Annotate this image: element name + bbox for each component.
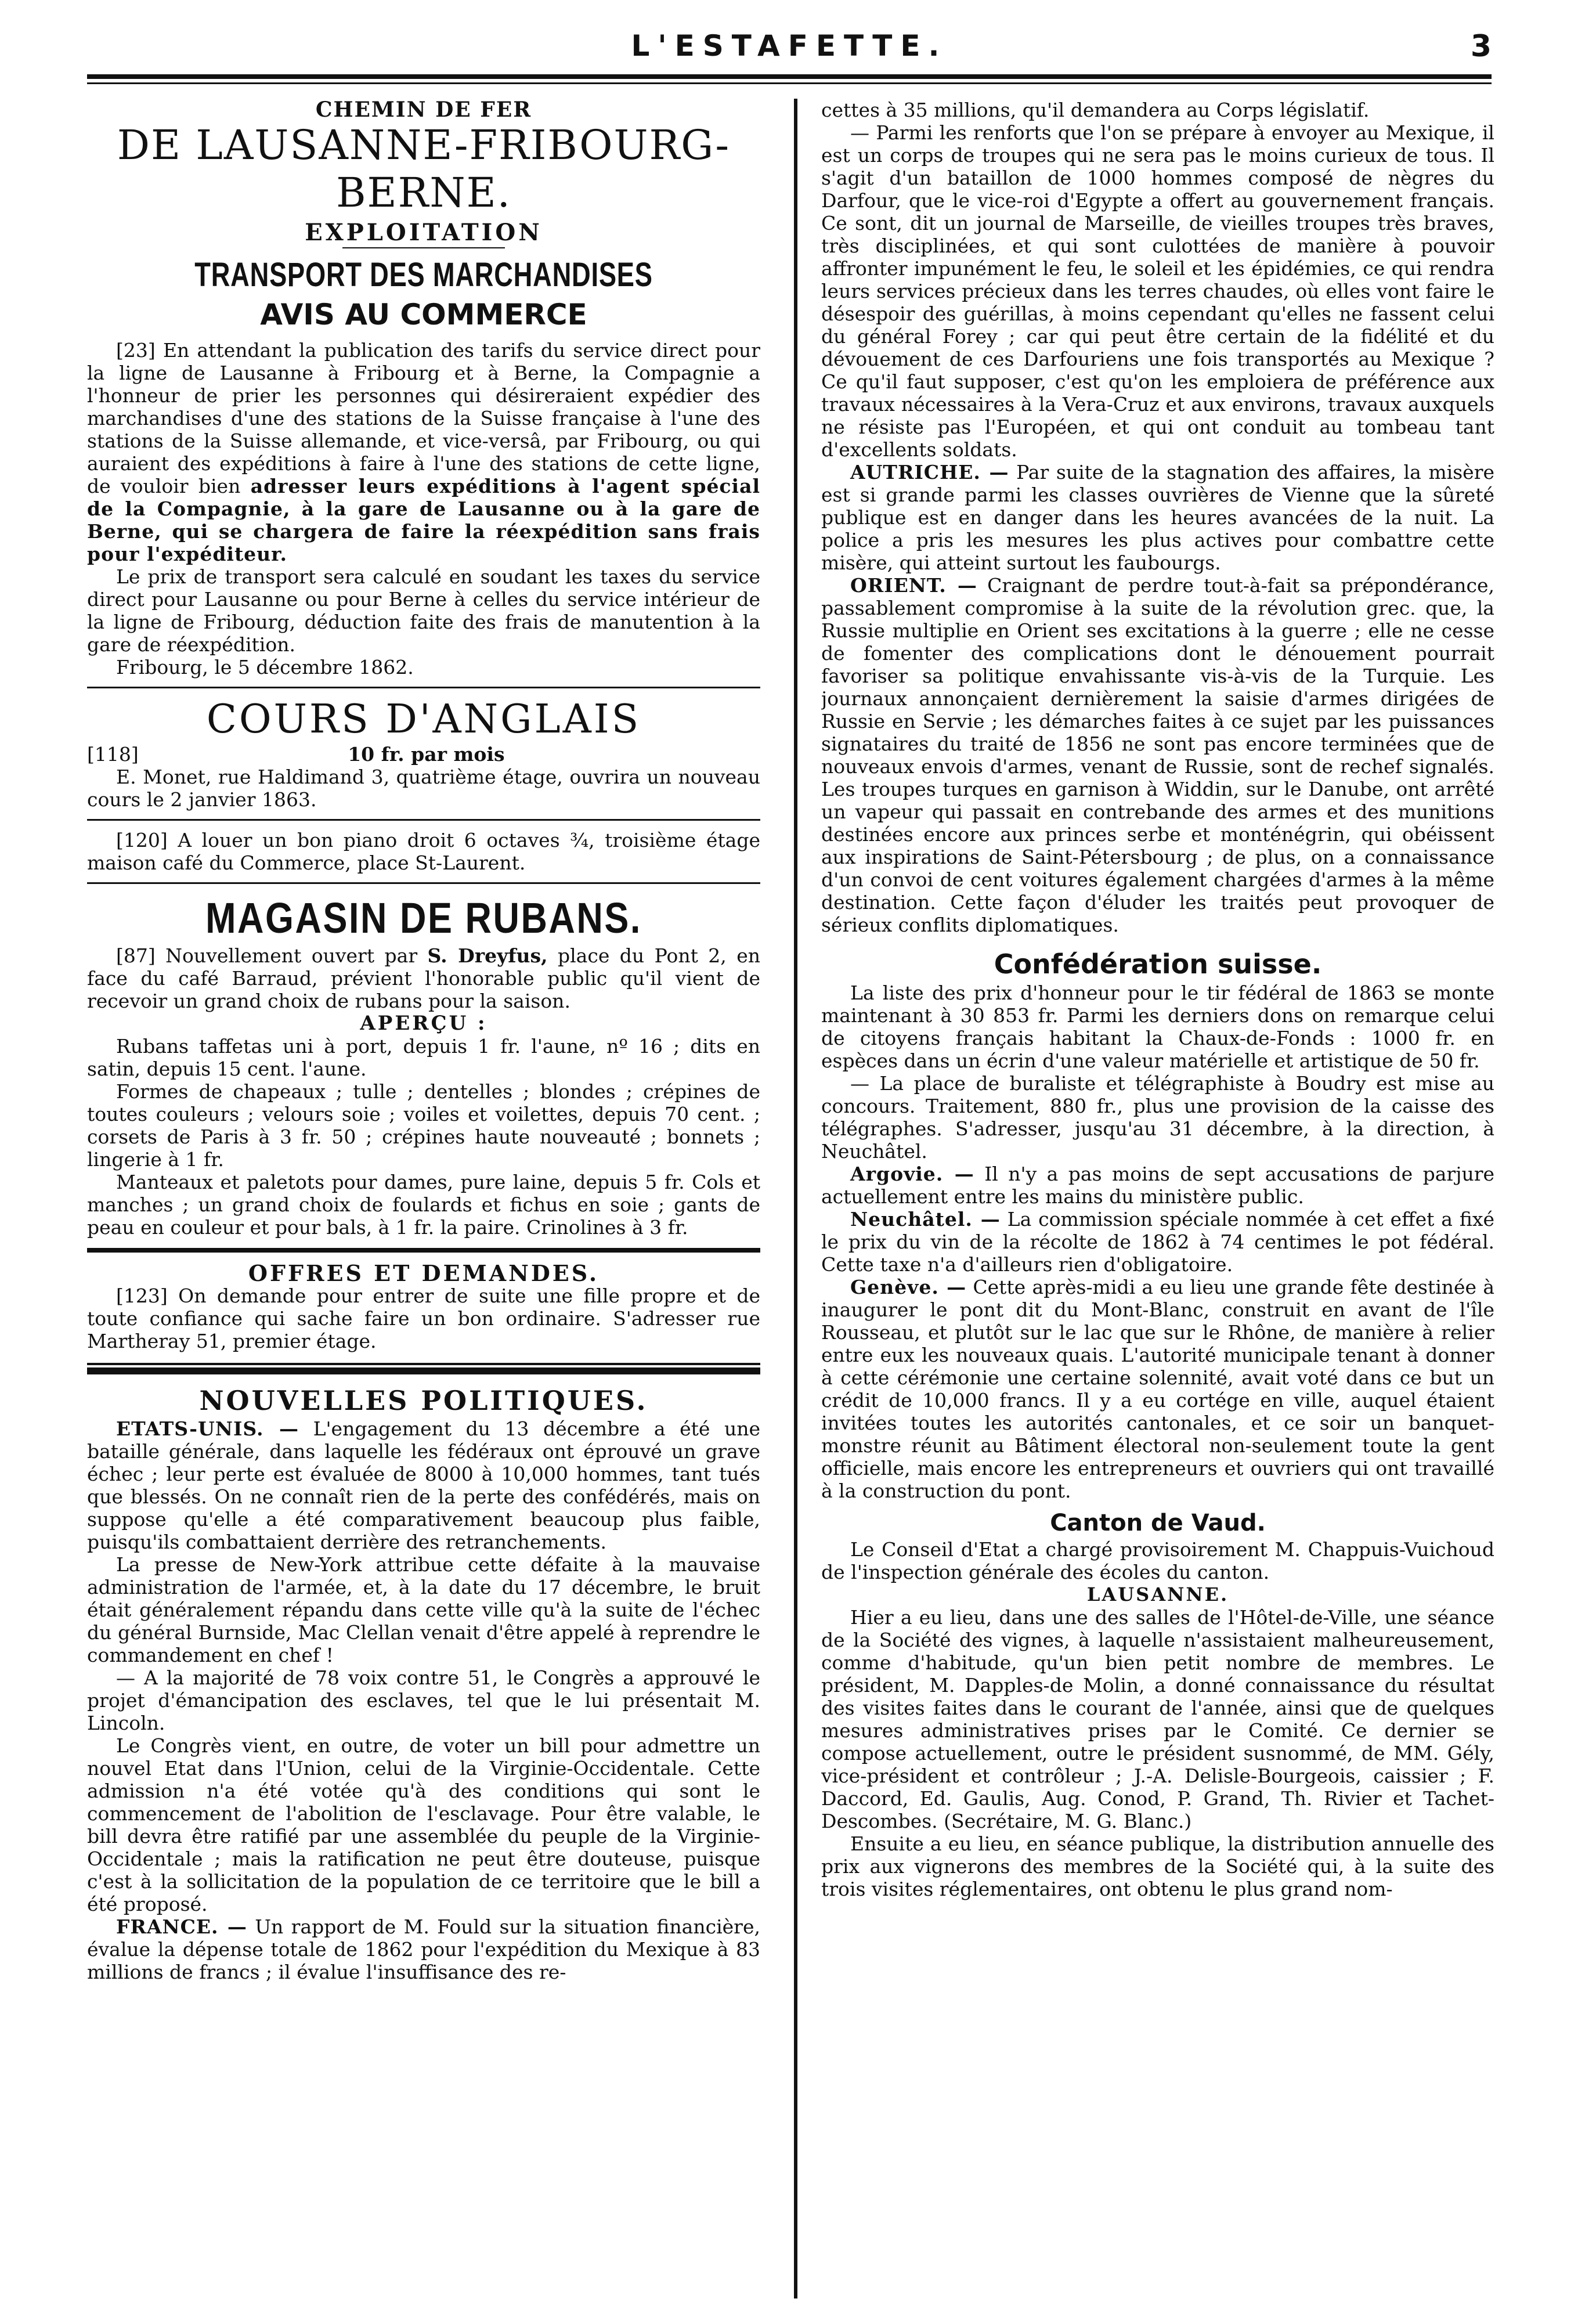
nouvelles-title: NOUVELLES POLITIQUES. — [199, 1385, 648, 1416]
divider — [87, 687, 760, 688]
vaud-title: Canton de Vaud. — [1050, 1510, 1266, 1536]
cours-title: COURS D'ANGLAIS — [206, 697, 641, 742]
argovie-label: Argovie. — — [850, 1163, 974, 1185]
confederation-p2: — La place de buraliste et télégraphiste à Boudry est mise au concours. Traitement, 880 fr., plus une provision de la caisse des télégraphes. S'adresser, jusqu'au 31 décembre, à la direction, à Neuchâtel. — [821, 1072, 1494, 1163]
right-column — [821, 99, 1494, 2298]
page-number: 3 — [1470, 29, 1492, 64]
geneve-paragraph — [821, 1276, 1494, 1502]
rail-heading-4: TRANSPORT DES MARCHANDISES — [194, 256, 653, 294]
rail-notice-main: [23] En attendant la publication des tarifs du service direct pour la ligne de Lausanne à Fribourg et à Berne, la Compagnie a l'honneur de prier les personnes qui désireraient expédier des marchandises d'une des stations de la Suisse française à l'une des stations de la Suisse allemande, et vice-versâ, par Fribourg, ou qui auraient des expéditions à faire à l'une des stations de cette ligne, de vouloir bien — [87, 339, 760, 497]
rail-notice-date: Fribourg, le 5 décembre 1862. — [116, 656, 414, 679]
lausanne-title: LAUSANNE. — [1086, 1583, 1229, 1605]
divider — [87, 882, 760, 884]
column-divider — [794, 99, 797, 2298]
rail-rule — [342, 247, 505, 248]
france-p2: cettes à 35 millions, qu'il demandera au Corps législatif. — [821, 99, 1370, 121]
orient-text: Craignant de perdre tout-à-fait sa prépondérance, passablement compromise à la suite de la révolution grec. que, la Russie multiplie en Orient ses excitations à la guerre ; elle ne cesse de fomenter des complications dont le dénouement pourrait favoriser sa politique envahissante vis-à-vis de la Turquie. Les journaux annonçaient dernièrement la saisie d'armes dirigées de Russie en Servie ; les démarches faites à ce sujet par les puissances signataires du traité de 1856 ne sont pas encore terminées que de nouveaux envois d'armes, venant de Russie, sont de rechef signalés. Les troupes turques en garnison à Widdin, sur le Danube, ont arrêté un vapeur qui passait en contrebande des armes et des munitions destinées encore aux princes serbe et monténégrin, qui obéissent aux inspirations de Saint-Pétersbourg ; de plus, on a connaissance d'un convoi de cent voitures également chargées d'armes à la même destination. Cette façon d'éluder les traités peut provoquer de sérieux conflits diplomatiques. — [821, 574, 1494, 936]
geneve-text: Cette après-midi a eu lieu une grande fête destinée à inaugurer le pont dit du Mont-Blanc, construit en avant de l'île Rousseau, et plutôt sur le lac que sur le Rhône, de manière à relier entre eux les nouveaux quais. L'autorité municipale tenant à donner à cette cérémonie une certaine solennité, avait voté dans ce but un crédit de 10,000 francs. Il y a eu cortége en ville, auquel étaient invitées toutes les autorités cantonales, et ce soir un banquet-monstre réunit au Bâtiment électoral non-seulement toute la gent officielle, mais encore les entrepreneurs et ouvriers qui ont travaillé à la construction du pont. — [821, 1276, 1494, 1502]
rail-heading-5: AVIS AU COMMERCE — [260, 298, 587, 331]
confederation-title: Confédération suisse. — [994, 948, 1322, 980]
rail-heading-2: DE LAUSANNE-FRIBOURG-BERNE. — [117, 121, 731, 216]
magasin-title: MAGASIN DE RUBANS. — [205, 894, 642, 942]
etats-unis-p3: — A la majorité de 78 voix contre 51, le Congrès a approuvé le projet d'émancipation des esclaves, tel que le lui présentait M. Lincoln. — [87, 1666, 760, 1734]
double-rule-top — [87, 1363, 760, 1365]
neuchatel-paragraph — [821, 1208, 1494, 1276]
lausanne-p2: Ensuite a eu lieu, en séance publique, la distribution annuelle des prix aux vignerons des membres de la Société qui, à la suite des trois visites réglementaires, ont obtenu le plus grand nom- — [821, 1832, 1494, 1900]
header-rule-thin — [87, 82, 1492, 84]
rail-notice-price: Le prix de transport sera calculé en soudant les taxes du service direct pour Lausanne ou pour Berne à celles du service intérieur de la ligne de Fribourg, déduction faite des frais de manutention à la gare de réexpédition. — [87, 565, 760, 656]
magasin-intro-b: place du Pont 2, en face du café Barraud, prévient l'honorable public qu'il vient de recevoir un grand choix de rubans pour la saison. — [87, 944, 760, 1012]
cours-price-row — [87, 743, 760, 766]
autriche-text: Par suite de la stagnation des affaires, la misère est si grande parmi les classes ouvrières de Vienne que la sûreté publique est en danger dans les heures avancées de la nuit. La police a pris les mesures les plus actives pour combattre cette misère, qui atteint surtout les faubourgs. — [821, 461, 1494, 574]
rail-notice-bold: adresser leurs expéditions à l'agent spécial de la Compagnie, à la gare de Lausanne ou à la gare de Berne, qui se chargera de faire la réexpédition sans frais pour l'expéditeur. — [87, 475, 760, 565]
double-rule-bottom — [87, 1367, 760, 1374]
magasin-owner: S. Dreyfus, — [427, 944, 548, 967]
france-p1 — [87, 1915, 760, 1983]
autriche-label: AUTRICHE. — — [850, 461, 1009, 483]
confederation-p1: La liste des prix d'honneur pour le tir fédéral de 1863 se monte maintenant à 30 853 fr. Parmi les derniers dons on remarque celui de citoyens français habitant la Chaux-de-Fonds : 1000 fr. en espèces dans un écrin d'une valeur matérielle et artistique de 50 fr. — [821, 982, 1494, 1072]
rail-notice-text — [87, 339, 760, 565]
magasin-intro — [87, 944, 760, 1012]
etats-unis-p2: La presse de New-York attribue cette défaite à la mauvaise administration de l'armée, et, à la date du 17 décembre, le bruit était généralement répandu dans cette ville qu'à la suite de l'échec du général Burnside, Mac Clellan venait d'être appelé à reprendre le commandement en chef ! — [87, 1553, 760, 1666]
magasin-formes: Formes de chapeaux ; tulle ; dentelles ; blondes ; crépines de toutes couleurs ; velours soie ; voiles et voilettes, depuis 70 cent. ; corsets de Paris à 3 fr. 50 ; crépines haute nouveauté ; bonnets ; lingerie à 1 fr. — [87, 1080, 760, 1171]
autriche-paragraph — [821, 461, 1494, 574]
france-text: Un rapport de M. Fould sur la situation financière, évalue la dépense totale de 1862 pour l'expédition du Mexique à 83 millions de francs ; il évalue l'insuffisance des re- — [87, 1915, 760, 1983]
thick-divider — [87, 1248, 760, 1253]
piano-ad: [120] A louer un bon piano droit 6 octaves ¾, troisième étage maison café du Commerce, place St-Laurent. — [87, 829, 760, 874]
magasin-rubans: Rubans taffetas uni à port, depuis 1 fr. l'aune, nº 16 ; dits en satin, depuis 15 cent. l'aune. — [87, 1035, 760, 1080]
orient-paragraph — [821, 574, 1494, 936]
etats-unis-p4: Le Congrès vient, en outre, de voter un bill pour admettre un nouvel Etat dans l'Union, celui de la Virginie-Occidentale. Cette admission n'a été votée qu'à des conditions qui sont le commencement de l'abolition de l'esclavage. Pour être valable, le bill devra être ratifié par une assemblée du peuple de la Virginie-Occidentale ; mais la ratification ne peut être douteuse, puisque c'est à la sollicitation de la population de ce territoire que le bill a été proposé. — [87, 1734, 760, 1915]
geneve-label: Genève. — — [850, 1276, 967, 1298]
magasin-apercu-heading: APERÇU : — [360, 1012, 488, 1035]
vaud-p1: Le Conseil d'Etat a chargé provisoirement M. Chappuis-Vuichoud de l'inspection générale des écoles du canton. — [821, 1538, 1494, 1583]
page-header — [87, 29, 1492, 70]
rail-heading-1: CHEMIN DE FER — [315, 99, 532, 122]
magasin-manteaux: Manteaux et paletots pour dames, pure laine, depuis 5 fr. Cols et manches ; un grand choix de foulards et fichus en soie ; gants de peau en couleur et pour bals, à 1 fr. la paire. Crinolines à 3 fr. — [87, 1171, 760, 1239]
neuchatel-text: La commission spéciale nommée à cet effet a fixé le prix du vin de la récolte de 1862 à 74 centimes le pot fédéral. Cette taxe n'a d'ailleurs rien d'obligatoire. — [821, 1208, 1494, 1276]
cours-text: E. Monet, rue Haldimand 3, quatrième étage, ouvrira un nouveau cours le 2 janvier 1863. — [87, 766, 760, 811]
argovie-paragraph — [821, 1163, 1494, 1208]
lausanne-p1: Hier a eu lieu, dans une des salles de l'Hôtel-de-Ville, une séance de la Société des vignes, à laquelle n'assistaient malheureusement, comme d'habitude, qu'un bien petit nombre de membres. Le président, M. Dapples-de Molin, a donné connaissance du résultat des visites faites dans le courant de l'année, ainsi que de quelques mesures administratives prises par le Comité. Ce dernier se compose actuellement, outre le président susnommé, de MM. Gély, vice-président et contrôleur ; J.-A. Delisle-Bourgeois, caissier ; F. Daccord, Ed. Gaulis, Aug. Conod, P. Grand, Th. Rivier et Tachet-Descombes. (Secrétaire, M. G. Blanc.) — [821, 1606, 1494, 1832]
orient-label: ORIENT. — — [850, 574, 977, 597]
offres-title: OFFRES ET DEMANDES. — [248, 1260, 600, 1286]
offres-text: [123] On demande pour entrer de suite une fille propre et de toute confiance qui sache faire un bon ordinaire. S'adresser rue Martheray 51, premier étage. — [87, 1284, 760, 1352]
header-rule-thick — [87, 74, 1492, 79]
etats-unis-text: L'engagement du 13 décembre a été une bataille générale, dans laquelle les fédéraux ont éprouvé un grave échec ; leur perte est évaluée de 8000 à 10,000 hommes, tant tués que blessés. On ne connaît rien de la perte des confédérés, mais on suppose qu'elle a été comparativement beaucoup plus faible, puisqu'ils combattaient derrière des retranchements. — [87, 1417, 760, 1553]
argovie-text: Il n'y a pas moins de sept accusations de parjure actuellement entre les mains du ministère public. — [821, 1163, 1494, 1208]
divider — [87, 819, 760, 821]
france-label: FRANCE. — — [116, 1915, 247, 1938]
france-p3: — Parmi les renforts que l'on se prépare à envoyer au Mexique, il est un corps de troupes qui ne sera pas le moins curieux de tous. Il s'agit d'un bataillon de 1000 hommes composé de nègres du Darfour, que le vice-roi d'Egypte a offert au gouvernement français. Ce sont, dit un journal de Marseille, de vieilles troupes très braves, très disciplinées, et qui sont culottées de manière à pouvoir affronter impunément le feu, le soleil et les épidémies, ce qui rendra leurs services précieux dans les terres chaudes, où elles vont faire le désespoir des guérillas, à moins cependant qu'elles ne fassent celui du général Forey ; car qui peut être certain de la fidélité et du dévouement de ces Darfouriens une fois transportés au Mexique ? Ce qu'il faut supposer, c'est qu'on les emploiera de préférence aux travaux nécessaires à la Vera-Cruz et aux environs, travaux auxquels ne résiste pas l'Européen, et qui ont conduit au tombeau tant d'excellents soldats. — [821, 121, 1494, 461]
cours-price: 10 fr. par mois — [348, 743, 505, 766]
etats-unis-p1 — [87, 1417, 760, 1553]
etats-unis-label: ETATS-UNIS. — — [116, 1417, 299, 1440]
left-column — [87, 99, 760, 2298]
magasin-intro-a: [87] Nouvellement ouvert par — [116, 944, 418, 967]
rail-heading-3: EXPLOITATION — [305, 219, 543, 246]
cours-ref: [118] — [87, 743, 139, 766]
neuchatel-label: Neuchâtel. — — [850, 1208, 1001, 1231]
newspaper-title: L'ESTAFETTE. — [631, 29, 948, 63]
